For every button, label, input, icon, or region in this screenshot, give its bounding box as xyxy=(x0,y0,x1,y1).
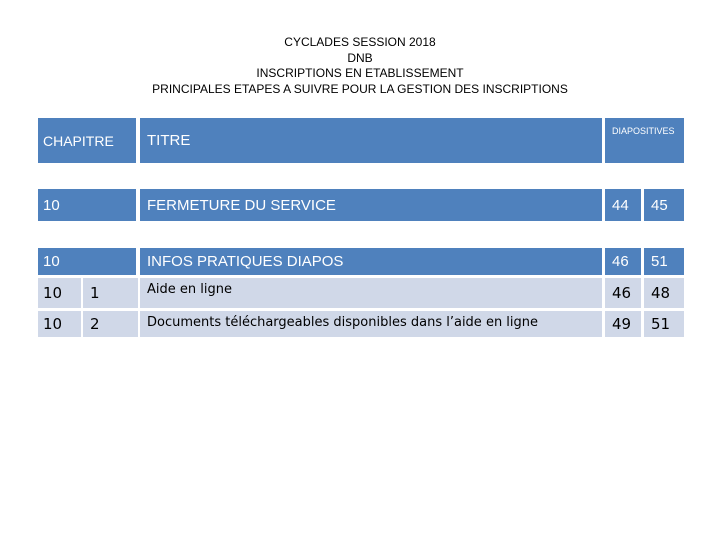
row-1-chapitre: 10 xyxy=(38,189,136,221)
row-2-slide-end: 51 xyxy=(644,248,684,275)
row-2-slide-start: 46 xyxy=(605,248,641,275)
row-1-slide-start: 44 xyxy=(605,189,641,221)
header-chapitre: CHAPITRE xyxy=(38,118,136,163)
row-3-section: 1 xyxy=(83,278,138,308)
header-line-session: CYCLADES SESSION 2018 xyxy=(284,35,436,49)
row-4-section: 2 xyxy=(83,311,138,337)
header-line-exam: DNB xyxy=(347,50,373,65)
row-3-chapitre: 10 xyxy=(38,278,81,308)
row-1-slide-end: 45 xyxy=(644,189,684,221)
header-titre: TITRE xyxy=(140,118,602,163)
row-3-slide-end: 48 xyxy=(644,278,684,308)
row-4-slide-end: 51 xyxy=(644,311,684,337)
row-4-title: Documents téléchargeables disponibles dans l’aide en ligne xyxy=(140,311,602,337)
row-2-chapitre: 10 xyxy=(38,248,136,275)
row-4-chapitre: 10 xyxy=(38,311,81,337)
row-2-title: INFOS PRATIQUES DIAPOS xyxy=(140,248,602,275)
row-4-slide-start: 49 xyxy=(605,311,641,337)
row-3-title: Aide en ligne xyxy=(140,278,602,308)
row-3-slide-start: 46 xyxy=(605,278,641,308)
header-line-subject: INSCRIPTIONS EN ETABLISSEMENT xyxy=(256,66,464,80)
row-1-title: FERMETURE DU SERVICE xyxy=(140,189,602,221)
header-diapositives: DIAPOSITIVES xyxy=(605,118,684,163)
header-line-steps: PRINCIPALES ETAPES A SUIVRE POUR LA GESTION DES INSCRIPTIONS xyxy=(152,81,568,96)
